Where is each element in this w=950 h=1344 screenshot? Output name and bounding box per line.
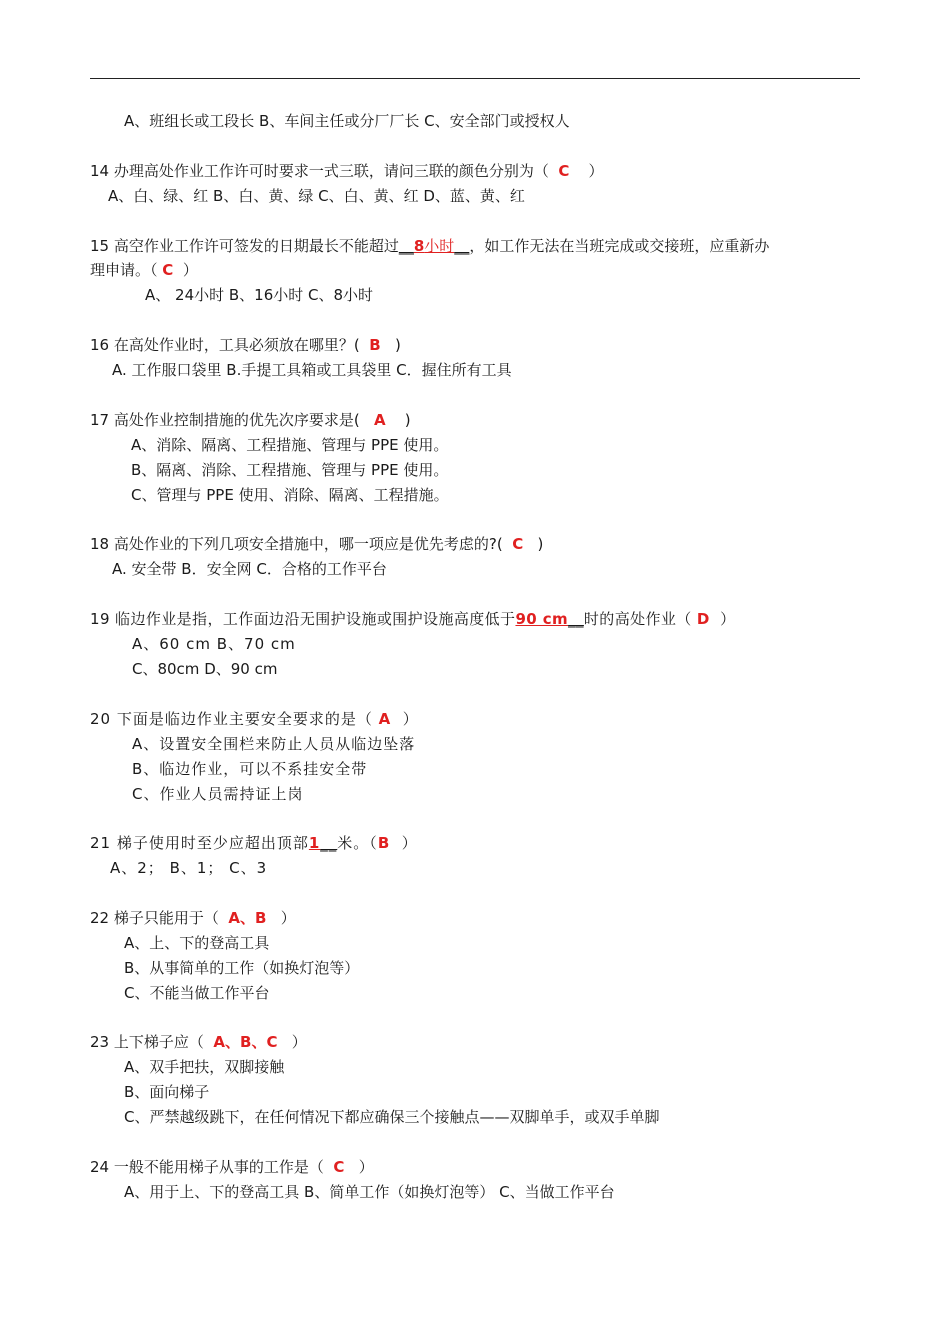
q23-option-b: B、面向梯子 <box>124 1083 210 1101</box>
q14-answer: C <box>558 162 570 180</box>
q20-answer: A <box>378 710 392 728</box>
q19-options-row1: A、60 cm B、70 cm <box>132 635 296 653</box>
q16-options: A. 工作服口袋里 B.手提工具箱或工具袋里 C．握住所有工具 <box>112 361 512 379</box>
q20-option-b: B、临边作业，可以不系挂安全带 <box>132 760 368 778</box>
q17-stem: 17 高处作业控制措施的优先次序要求是( A ) <box>90 411 411 429</box>
q15-stem-cont: 理申请。（ C ） <box>90 261 198 279</box>
q20-option-a: A、设置安全围栏来防止人员从临边坠落 <box>132 735 416 753</box>
q14-options: A、白、绿、红 B、白、黄、绿 C、白、黄、红 D、蓝、黄、红 <box>108 187 525 205</box>
q18-answer: C <box>512 535 524 553</box>
q22-option-b: B、从事简单的工作（如换灯泡等） <box>124 959 360 977</box>
q22-answer: A、B <box>228 909 267 927</box>
q21-fill: 1 <box>308 834 321 852</box>
q24-stem: 24 一般不能用梯子从事的工作是（ C ） <box>90 1158 374 1176</box>
q20-stem: 20 下面是临边作业主要安全要求的是（ A ） <box>90 710 419 728</box>
q24-answer: C <box>333 1158 345 1176</box>
q15-stem: 15 高空作业工作许可签发的日期最长不能超过__8小时__，如工作无法在当班完成或交接班，应重新办 <box>90 237 770 255</box>
header-rule <box>90 78 860 79</box>
q15-options: A、 24小时 B、16小时 C、8小时 <box>145 286 374 304</box>
q15-answer: C <box>162 261 174 279</box>
q17-answer: A <box>374 411 386 429</box>
q22-option-c: C、不能当做工作平台 <box>124 984 270 1002</box>
q23-stem: 23 上下梯子应（ A、B、C ） <box>90 1033 307 1051</box>
q21-answer: B <box>377 834 391 852</box>
q18-stem: 18 高处作业的下列几项安全措施中，哪一项应是优先考虑的?( C ) <box>90 535 544 553</box>
q14-stem: 14 办理高处作业工作许可时要求一式三联，请问三联的颜色分别为（ C ） <box>90 162 604 180</box>
q23-option-c: C、严禁越级跳下，在任何情况下都应确保三个接触点——双脚单手，或双手单脚 <box>124 1108 660 1126</box>
q16-answer: B <box>369 336 381 354</box>
q19-answer: D <box>696 610 710 628</box>
prev-options: A、班组长或工段长 B、车间主任或分厂厂长 C、安全部门或授权人 <box>124 112 570 130</box>
q22-stem: 22 梯子只能用于（ A、B ） <box>90 909 296 927</box>
q21-options: A、2； B、1； C、3 <box>110 859 268 877</box>
q17-option-a: A、消除、隔离、工程措施、管理与 PPE 使用。 <box>131 436 449 454</box>
q19-stem: 19 临边作业是指，工作面边沿无围护设施或围护设施高度低于90 cm__时的高处作业（ D ） <box>90 610 736 628</box>
q17-option-c: C、管理与 PPE 使用、消除、隔离、工程措施。 <box>131 486 449 504</box>
q17-option-b: B、隔离、消除、工程措施、管理与 PPE 使用。 <box>131 461 449 479</box>
q21-stem: 21 梯子使用时至少应超出顶部1__米。（B ） <box>90 834 418 852</box>
q20-option-c: C、作业人员需持证上岗 <box>132 785 304 803</box>
q23-answer: A、B、C <box>213 1033 278 1051</box>
q15-fill: 8 <box>413 237 425 255</box>
q16-stem: 16 在高处作业时，工具必须放在哪里？( B ) <box>90 336 401 354</box>
q24-options: A、用于上、下的登高工具 B、简单工作（如换灯泡等） C、当做工作平台 <box>124 1183 615 1201</box>
q23-option-a: A、双手把扶，双脚接触 <box>124 1058 285 1076</box>
q22-option-a: A、上、下的登高工具 <box>124 934 270 952</box>
q18-options: A. 安全带 B．安全网 C．合格的工作平台 <box>112 560 387 578</box>
q19-fill: 90 cm <box>515 610 569 628</box>
q19-options-row2: C、80cm D、90 cm <box>132 660 278 678</box>
